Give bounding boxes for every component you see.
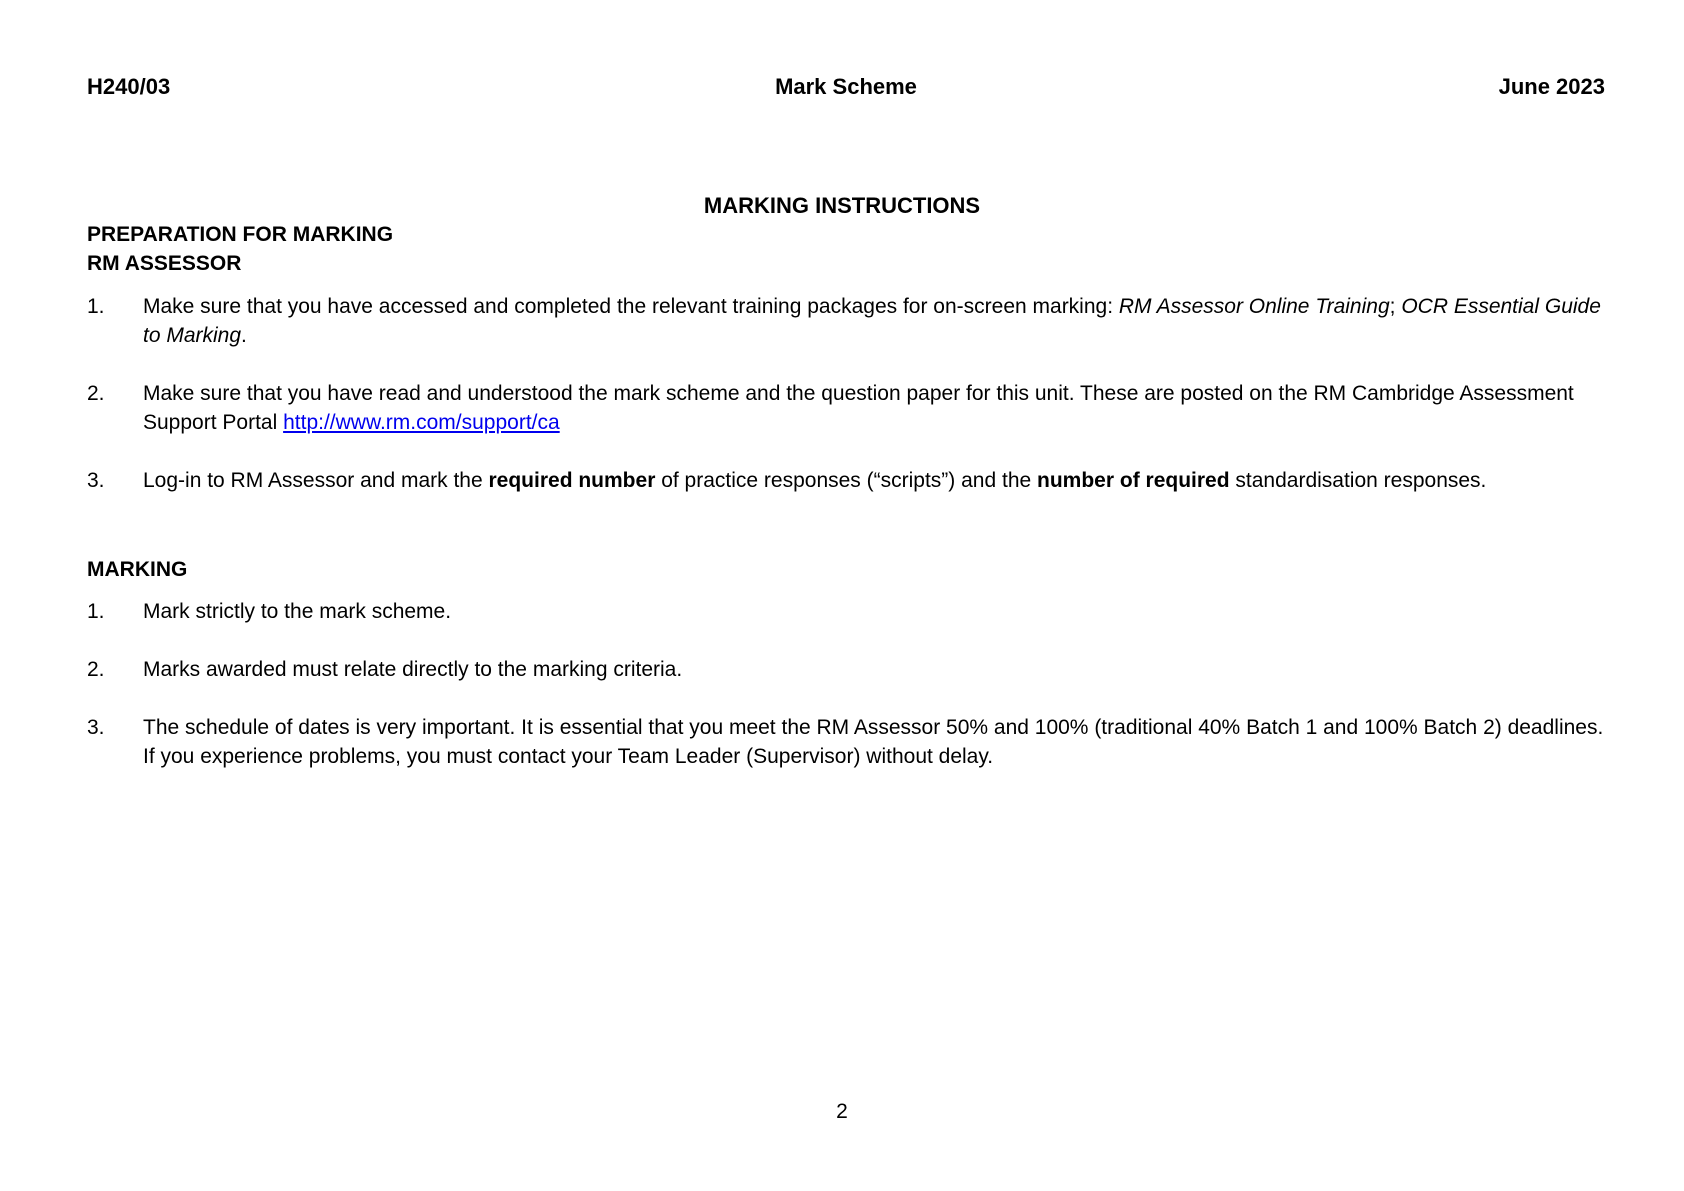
preparation-item-3	[87, 466, 1607, 495]
preparation-item-2	[87, 379, 1607, 437]
item-number: 3.	[87, 469, 105, 492]
section-title: MARKING INSTRUCTIONS	[703, 193, 981, 218]
item-number: 1.	[87, 295, 105, 318]
item-text: Marks awarded must relate directly to the marking criteria.	[143, 658, 683, 681]
paper-code: H240/03	[87, 74, 171, 99]
page-number: 2	[836, 1100, 848, 1123]
item-text: Log-in to RM Assessor and mark the required number of practice responses (“scripts”) and the number of required standardisation responses.	[143, 469, 1487, 492]
item-text: Mark strictly to the mark scheme.	[143, 600, 452, 623]
item-number: 2.	[87, 382, 105, 405]
item-text: Make sure that you have accessed and completed the relevant training packages for on-screen marking: RM Assessor Online Training; OCR Essential Guide to Marking.	[143, 295, 1601, 347]
item-text: Make sure that you have read and understood the mark scheme and the question paper for this unit. These are posted on the RM Cambridge Assessment Support Portal http://www.rm.com/support/ca	[143, 382, 1574, 434]
item-number: 3.	[87, 716, 105, 739]
marking-item-1	[87, 597, 1607, 626]
rm-assessor-heading: RM ASSESSOR	[87, 252, 242, 275]
preparation-heading: PREPARATION FOR MARKING	[87, 223, 394, 246]
marking-heading: MARKING	[87, 558, 188, 581]
marking-item-3	[87, 713, 1607, 771]
item-number: 1.	[87, 600, 105, 623]
item-number: 2.	[87, 658, 105, 681]
item-text: The schedule of dates is very important. It is essential that you meet the RM Assessor 50% and 100% (traditional 40% Batch 1 and 100% Batch 2) deadlines. If you experience problems, you must contact your Team Leader (Supervisor) without delay.	[143, 716, 1604, 768]
marking-item-2	[87, 655, 1607, 684]
document-title: Mark Scheme	[775, 74, 917, 99]
exam-date: June 2023	[1498, 74, 1605, 99]
preparation-item-1	[87, 292, 1607, 350]
support-portal-link[interactable]: http://www.rm.com/support/ca	[283, 411, 560, 434]
page-header	[87, 72, 1605, 104]
